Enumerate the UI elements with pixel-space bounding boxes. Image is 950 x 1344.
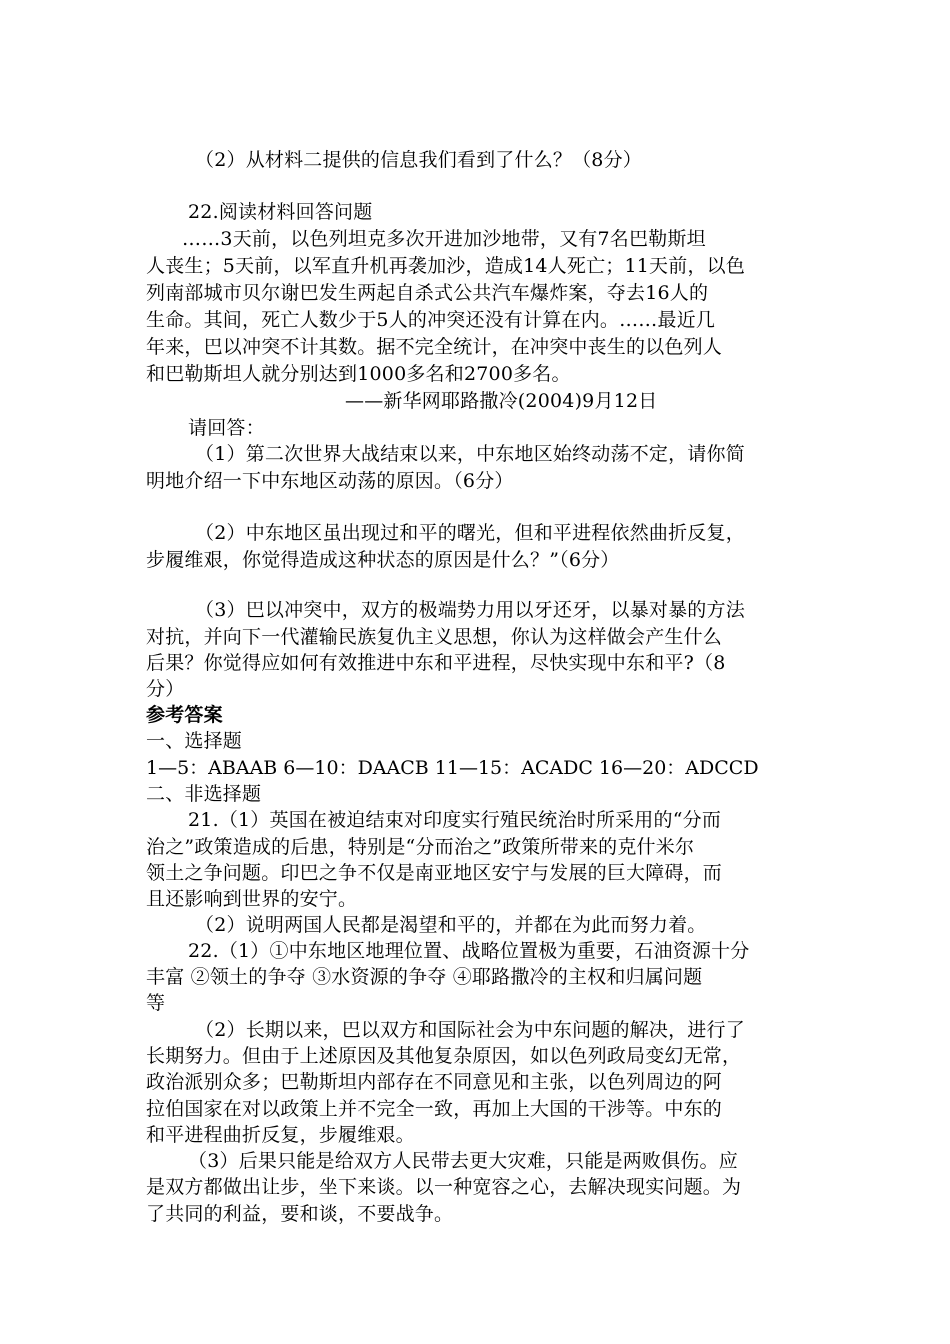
answer22-part2: 拉伯国家在对以政策上并不完全一致，再加上大国的干涉等。中东的 — [146, 1098, 723, 1120]
answer22-part2: 长期努力。但由于上述原因及其他复杂原因，如以色列政局变幻无常， — [146, 1045, 742, 1067]
answer21-part1: 21.（1）英国在被迫结束对印度实行殖民统治时所采用的“分而 — [188, 809, 722, 831]
answers-heading: 参考答案 — [146, 704, 223, 726]
question21-part2: （2）从材料二提供的信息我们看到了什么？（8分） — [195, 149, 642, 171]
material-line: 和巴勒斯坦人就分别达到1000多名和2700多名。 — [146, 363, 571, 385]
choice-answers: 1—5：ABAAB 6—10：DAACB 11—15：ACADC 16—20：ADCCD — [146, 757, 759, 779]
question22-part1: 明地介绍一下中东地区动荡的原因。（6分） — [146, 470, 514, 492]
question22-part3: 对抗，并向下一代灌输民族复仇主义思想，你认为这样做会产生什么 — [146, 626, 723, 648]
material-line: ……3天前，以色列坦克多次开进加沙地带，又有7名巴勒斯坦 — [182, 228, 706, 250]
material-line: 人丧生；5天前，以军直升机再袭加沙，造成14人死亡；11天前，以色 — [146, 255, 746, 277]
question22-part2: （2）中东地区虽出现过和平的曙光，但和平进程依然曲折反复， — [195, 522, 745, 544]
question22-title: 22.阅读材料回答问题 — [188, 201, 373, 223]
material-line: 年来，巴以冲突不计其数。据不完全统计，在冲突中丧生的以色列人 — [146, 336, 723, 358]
answer22-part1: 丰富 ②领土的争夺 ③水资源的争夺 ④耶路撒冷的主权和归属问题 — [146, 966, 703, 988]
answer21-part2: （2）说明两国人民都是渴望和平的，并都在为此而努力着。 — [195, 914, 707, 936]
answer21-part1: 且还影响到世界的安宁。 — [146, 888, 358, 910]
material-source: ——新华网耶路撒冷(2004)9月12日 — [345, 390, 658, 412]
question22-part3: （3）巴以冲突中，双方的极端势力用以牙还牙，以暴对暴的方法 — [195, 599, 745, 621]
answer21-part1: 治之”政策造成的后患，特别是“分而治之”政策所带来的克什米尔 — [146, 836, 695, 858]
answer-prompt: 请回答： — [188, 417, 265, 439]
answer22-part1: 22.（1）①中东地区地理位置、战略位置极为重要，石油资源十分 — [188, 940, 750, 962]
answer22-part1: 等 — [146, 992, 166, 1014]
answer22-part3: （3）后果只能是给双方人民带去更大灾难，只能是两败俱伤。应 — [188, 1150, 738, 1172]
answer22-part2: 政治派别众多；巴勒斯坦内部存在不同意见和主张，以色列周边的阿 — [146, 1071, 723, 1093]
section1-title: 一、选择题 — [146, 730, 243, 752]
question22-part3: 分） — [146, 678, 185, 700]
answer22-part2: 和平进程曲折反复，步履维艰。 — [146, 1124, 415, 1146]
material-line: 列南部城市贝尔谢巴发生两起自杀式公共汽车爆炸案，夺去16人的 — [146, 282, 709, 304]
answer22-part2: （2）长期以来，巴以双方和国际社会为中东问题的解决，进行了 — [195, 1019, 745, 1041]
section2-title: 二、非选择题 — [146, 783, 262, 805]
answer22-part3: 了共同的利益，要和谈，不要战争。 — [146, 1203, 454, 1225]
material-line: 生命。其间，死亡人数少于5人的冲突还没有计算在内。……最近几 — [146, 309, 716, 331]
question22-part2: 步履维艰，你觉得造成这种状态的原因是什么？”（6分） — [146, 549, 620, 571]
answer21-part1: 领土之争问题。印巴之争不仅是南亚地区安宁与发展的巨大障碍，而 — [146, 862, 723, 884]
question22-part3: 后果？你觉得应如何有效推进中东和平进程，尽快实现中东和平?（8 — [146, 652, 726, 674]
answer22-part3: 是双方都做出让步，坐下来谈。以一种宽容之心，去解决现实问题。为 — [146, 1176, 742, 1198]
question22-part1: （1）第二次世界大战结束以来，中东地区始终动荡不定，请你简 — [195, 443, 745, 465]
